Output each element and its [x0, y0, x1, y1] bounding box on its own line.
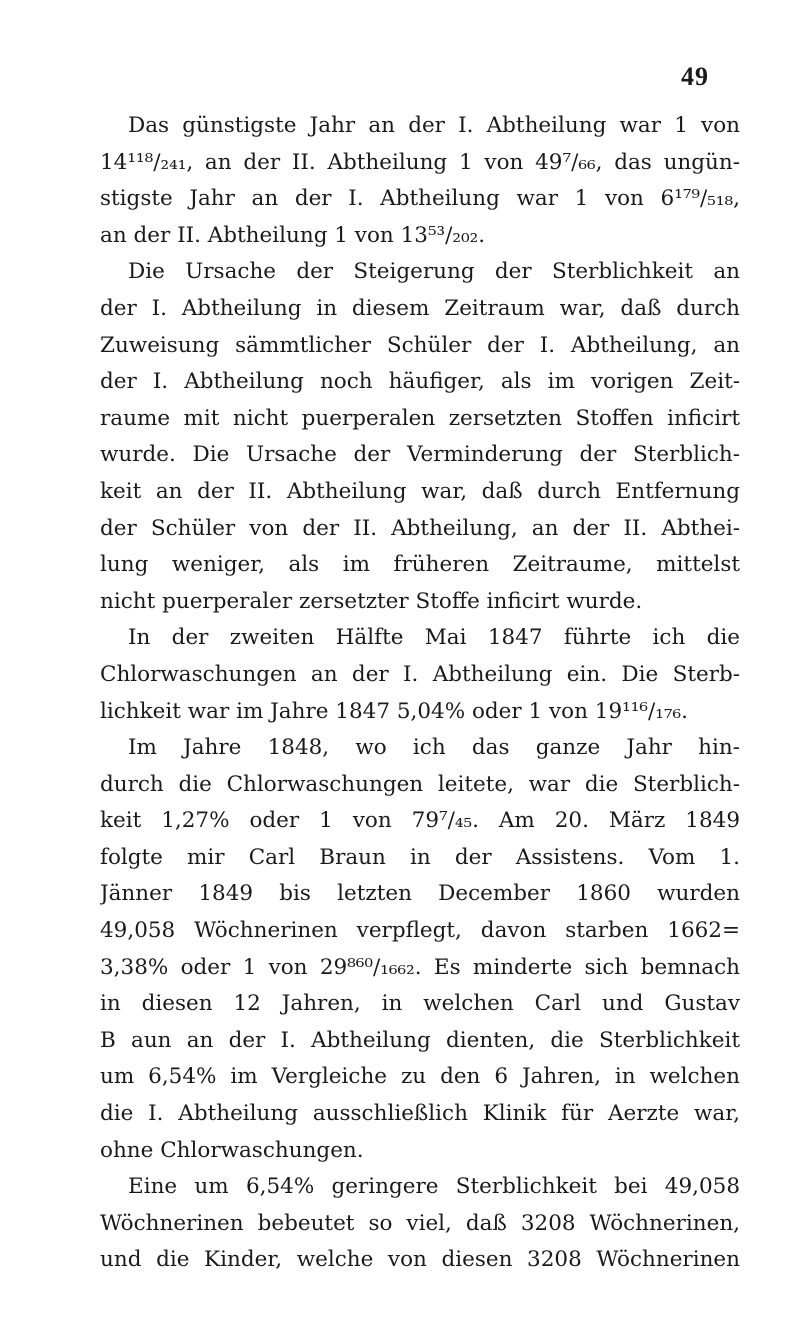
text-line: Wöchnerinen bebeutet so viel, daß 3208 Wöchnerinen, [100, 1210, 740, 1236]
text-line: der I. Abtheilung in diesem Zeitraum war, daß durch [100, 295, 740, 321]
page-number: 49 [681, 62, 709, 91]
text-line: in diesen 12 Jahren, in welchen Carl und Gustav [100, 991, 740, 1017]
text-line: 14¹¹⁸/₂₄₁, an der II. Abtheilung 1 von 49⁷/₆₆, das ungün- [100, 149, 740, 175]
text-line: In der zweiten Hälfte Mai 1847 führte ich die [128, 625, 740, 651]
text-line: folgte mir Carl Braun in der Assistens. Vom 1. [100, 844, 740, 870]
text-line: und die Kinder, welche von diesen 3208 Wöchnerinen [100, 1247, 740, 1273]
text-line: der Schüler von der II. Abtheilung, an der II. Abthei- [100, 515, 740, 541]
text-line: 49,058 Wöchnerinen verpflegt, davon starben 1662= [100, 918, 740, 944]
text-line: stigste Jahr an der I. Abtheilung war 1 von 6¹⁷⁹/₅₁₈, [100, 186, 740, 212]
text-line: Chlorwaschungen an der I. Abtheilung ein. Die Sterb- [100, 661, 740, 687]
text-line: ohne Chlorwaschungen. [100, 1137, 364, 1163]
text-line: 3,38% oder 1 von 29⁸⁶⁰/₁₆₆₂. Es minderte sich bemnach [100, 954, 740, 980]
text-line: Zuweisung sämmtlicher Schüler der I. Abtheilung, an [100, 332, 740, 358]
body-text [100, 108, 740, 1279]
text-line: Das günstigste Jahr an der I. Abtheilung war 1 von [128, 113, 740, 138]
text-line: durch die Chlorwaschungen leitete, war die Sterblich- [100, 771, 740, 797]
text-line: Die Ursache der Steigerung der Sterblichkeit an [128, 259, 740, 285]
text-line: um 6,54% im Vergleiche zu den 6 Jahren, in welchen [100, 1064, 740, 1090]
text-line: Eine um 6,54% geringere Sterblichkeit bei 49,058 [128, 1174, 740, 1200]
text-line: der I. Abtheilung noch häufiger, als im vorigen Zeit- [100, 369, 740, 395]
text-line: nicht puerperaler zersetzter Stoffe inficirt wurde. [100, 588, 643, 614]
text-line: raume mit nicht puerperalen zersetzten Stoffen inficirt [100, 405, 740, 431]
text-line: Im Jahre 1848, wo ich das ganze Jahr hin- [128, 735, 740, 761]
text-line: keit an der II. Abtheilung war, daß durch Entfernung [100, 478, 740, 504]
text-line: an der II. Abtheilung 1 von 13⁵³/₂₀₂. [100, 222, 486, 248]
text-line: wurde. Die Ursache der Verminderung der Sterblich- [100, 442, 740, 468]
text-line: die I. Abtheilung ausschließlich Klinik für Aerzte war, [100, 1101, 740, 1127]
text-line: keit 1,27% oder 1 von 79⁷/₄₅. Am 20. März 1849 [100, 808, 740, 834]
text-line: lichkeit war im Jahre 1847 5,04% oder 1 von 19¹¹⁶/₁₇₆. [100, 698, 688, 724]
text-line: Jänner 1849 bis letzten December 1860 wurden [100, 881, 740, 907]
text-line: lung weniger, als im früheren Zeitraume, mittelst [100, 552, 740, 578]
text-line: B aun an der I. Abtheilung dienten, die Sterblichkeit [100, 1027, 740, 1053]
